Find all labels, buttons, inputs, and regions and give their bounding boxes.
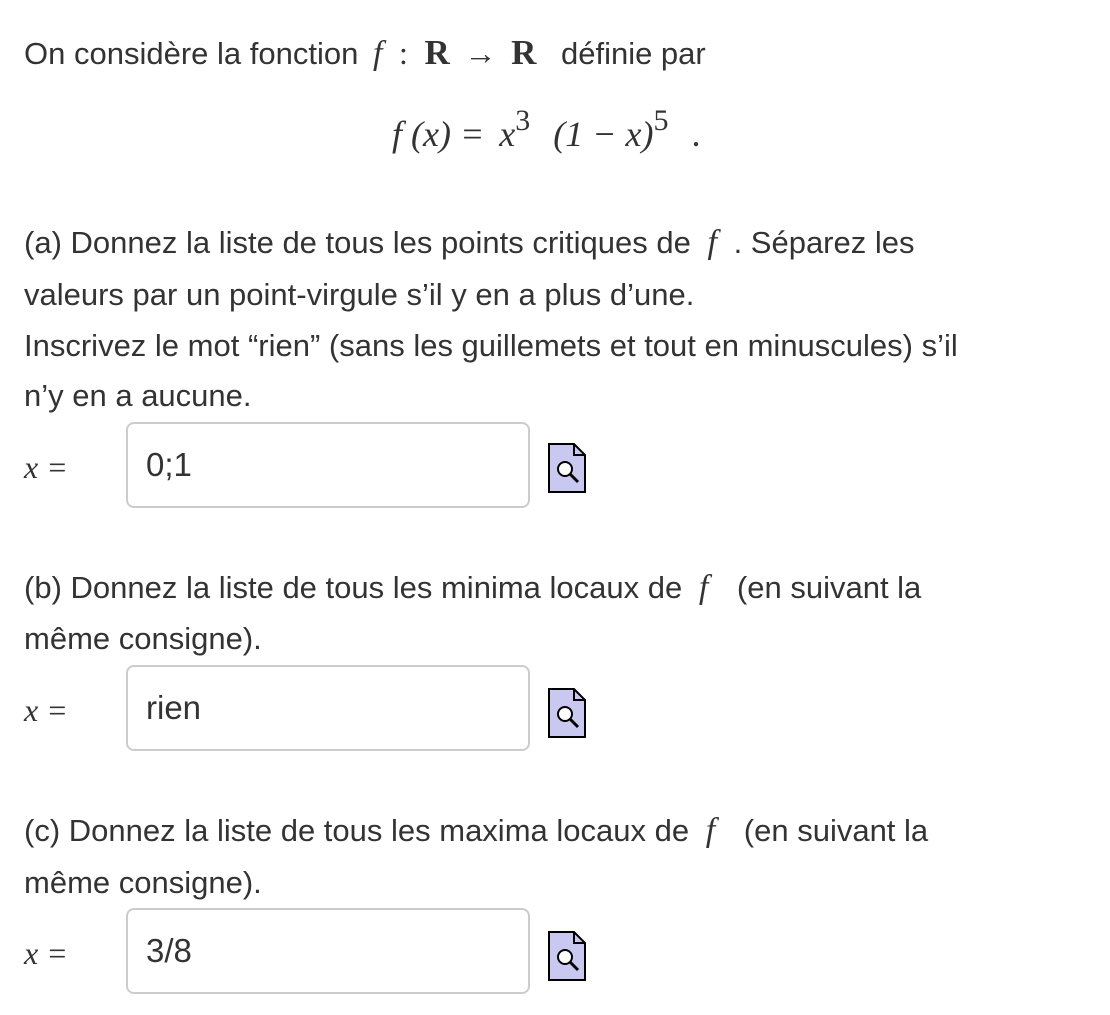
formula-factor2: (1 − x): [553, 114, 654, 154]
question-c-line2: même consigne).: [24, 865, 262, 900]
formula-lhs: f (x) =: [392, 114, 485, 154]
preview-document-icon: [548, 443, 586, 493]
preview-button-a[interactable]: [548, 443, 586, 493]
question-b-line1: [24, 568, 921, 608]
answer-input-c[interactable]: [146, 928, 506, 974]
question-c-prefix: (c) Donnez la liste de tous les maxima locaux de: [24, 813, 690, 848]
formula-end: .: [691, 114, 701, 154]
formula-exp1: 3: [515, 104, 531, 137]
question-a-func: f: [707, 224, 717, 261]
intro-line: [24, 33, 706, 74]
question-a-line4: n’y en a aucune.: [24, 378, 252, 413]
answer-box-c: [126, 908, 530, 994]
intro-arrow: →: [464, 35, 497, 71]
intro-codomain-set: R: [511, 33, 537, 72]
formula-exp2: 5: [653, 104, 669, 137]
answer-box-b: [126, 665, 530, 751]
question-a-var-label: x =: [24, 449, 68, 485]
intro-text-after: définie par: [560, 36, 706, 71]
preview-document-icon: [548, 931, 586, 981]
function-formula: [392, 96, 700, 159]
question-c-suffix: (en suivant la: [743, 813, 929, 848]
formula-base1: x: [499, 114, 516, 154]
intro-domain-set: R: [424, 33, 450, 72]
question-b-prefix: (b) Donnez la liste de tous les minima locaux de: [24, 570, 683, 605]
question-b-var-label: x =: [24, 692, 68, 728]
answer-input-b[interactable]: [146, 685, 506, 731]
answer-input-a[interactable]: [146, 442, 506, 488]
question-a-line3: Inscrivez le mot “rien” (sans les guillemets et tout en minuscules) s’il: [24, 328, 958, 363]
preview-document-icon: [548, 688, 586, 738]
question-c-line1: [24, 811, 928, 851]
question-c-func: f: [705, 812, 716, 849]
question-b-func: f: [698, 569, 709, 606]
question-b-suffix: (en suivant la: [736, 570, 922, 605]
preview-button-b[interactable]: [548, 688, 586, 738]
preview-button-c[interactable]: [548, 931, 586, 981]
answer-box-a: [126, 422, 530, 508]
intro-func-name: f: [372, 35, 383, 72]
intro-text-before: On considère la fonction: [24, 36, 359, 71]
question-c-var-label: x =: [24, 935, 68, 971]
question-a-line2: valeurs par un point-virgule s’il y en a plus d’une.: [24, 277, 695, 312]
question-b-line2: même consigne).: [24, 621, 262, 656]
question-a-prefix: (a) Donnez la liste de tous les points critiques de: [24, 225, 691, 260]
intro-colon: :: [399, 35, 408, 71]
question-a-suffix: . Séparez les: [733, 225, 915, 260]
question-a-line1: [24, 223, 915, 263]
